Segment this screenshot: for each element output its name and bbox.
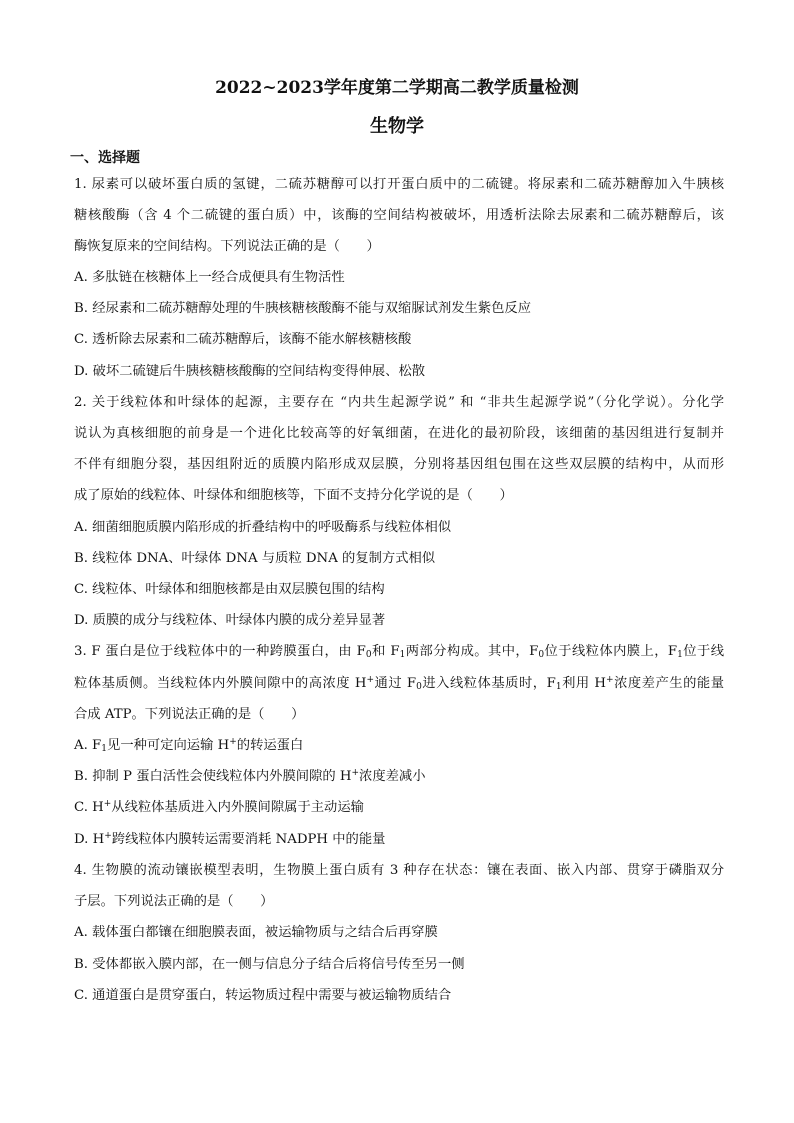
q4-option-c: C. 通道蛋白是贯穿蛋白，转运物质过程中需要与被运输物质结合 <box>74 988 452 1003</box>
q1-stem-line-2: 糖核酸酶（含 4 个二硫键的蛋白质）中，该酶的空间结构被破坏，用透析法除去尿素和二硫苏糖醇后，该 <box>74 208 724 223</box>
q4-stem-line-2: 子层。下列说法正确的是（ ） <box>74 894 274 909</box>
q1-stem-line-1: 1. 尿素可以破坏蛋白质的氢键，二硫苏糖醇可以打开蛋白质中的二硫键。将尿素和二硫苏糖醇加入牛胰核 <box>74 177 724 192</box>
q1-option-a: A. 多肽链在核糖体上一经合成便具有生物活性 <box>74 270 345 285</box>
q3-stem-line-3: 合成 ATP。下列说法正确的是（ ） <box>74 707 305 722</box>
q2-stem-line-1: 2. 关于线粒体和叶绿体的起源，主要存在 “内共生起源学说” 和 “非共生起源学说”（分化学说）。分化学 <box>74 395 724 410</box>
q3-option-b: B. 抑制 P 蛋白活性会使线粒体内外膜间隙的 H+浓度差减小 <box>74 768 426 784</box>
q1-option-d: D. 破坏二硫键后牛胰核糖核酸酶的空间结构变得伸展、松散 <box>74 364 426 379</box>
q1-stem-line-3: 酶恢复原来的空间结构。下列说法正确的是（ ） <box>74 239 380 254</box>
q4-option-a: A. 载体蛋白都镶在细胞膜表面，被运输物质与之结合后再穿膜 <box>74 925 438 940</box>
exam-title: 2022~2023学年度第二学期高二教学质量检测 <box>215 78 579 98</box>
q3-option-c: C. H+从线粒体基质进入内外膜间隙属于主动运输 <box>74 799 364 815</box>
q2-option-b: B. 线粒体 DNA、叶绿体 DNA 与质粒 DNA 的复制方式相似 <box>74 551 436 566</box>
q2-option-c: C. 线粒体、叶绿体和细胞核都是由双层膜包围的结构 <box>74 582 385 597</box>
section-heading: 一、选择题 <box>70 150 140 166</box>
q2-option-a: A. 细菌细胞质膜内陷形成的折叠结构中的呼吸酶系与线粒体相似 <box>74 520 452 535</box>
q4-option-b: B. 受体都嵌入膜内部，在一侧与信息分子结合后将信号传至另一侧 <box>74 957 465 972</box>
q2-option-d: D. 质膜的成分与线粒体、叶绿体内膜的成分差异显著 <box>74 613 386 628</box>
q2-stem-line-2: 说认为真核细胞的前身是一个进化比较高等的好氧细菌，在进化的最初阶段，该细菌的基因组进行复制并 <box>74 426 724 441</box>
q2-stem-line-3: 不伴有细胞分裂，基因组附近的质膜内陷形成双层膜，分别将基因组包围在这些双层膜的结构中，从而形 <box>74 457 724 472</box>
q3-option-a: A. $F_1$见一种可定向运输 H+的转运蛋白 <box>74 737 304 754</box>
q1-option-c: C. 透析除去尿素和二硫苏糖醇后，该酶不能水解核糖核酸 <box>74 332 412 347</box>
q2-stem-line-4: 成了原始的线粒体、叶绿体和细胞核等，下面不支持分化学说的是（ ） <box>74 488 513 503</box>
subject-title: 生物学 <box>370 116 424 137</box>
q4-stem-line-1: 4. 生物膜的流动镶嵌模型表明，生物膜上蛋白质有 3 种存在状态：镶在表面、嵌入内部、贯穿于磷脂双分 <box>74 863 724 878</box>
q3-option-d: D. H+跨线粒体内膜转运需要消耗 NADPH 中的能量 <box>74 831 386 847</box>
q3-stem-line-2: 粒体基质侧。当线粒体内外膜间隙中的高浓度 H+通过 $F_0$进入线粒体基质时，$F_1$利用 H+浓度差产生的能量 <box>74 675 725 692</box>
q3-stem-line-1: 3. F 蛋白是位于线粒体中的一种跨膜蛋白，由 $F_0$和 $F_1$两部分构成。其中，$F_0$位于线粒体内膜上，$F_1$位于线 <box>74 644 725 660</box>
q1-option-b: B. 经尿素和二硫苏糖醇处理的牛胰核糖核酸酶不能与双缩脲试剂发生紫色反应 <box>74 301 532 316</box>
